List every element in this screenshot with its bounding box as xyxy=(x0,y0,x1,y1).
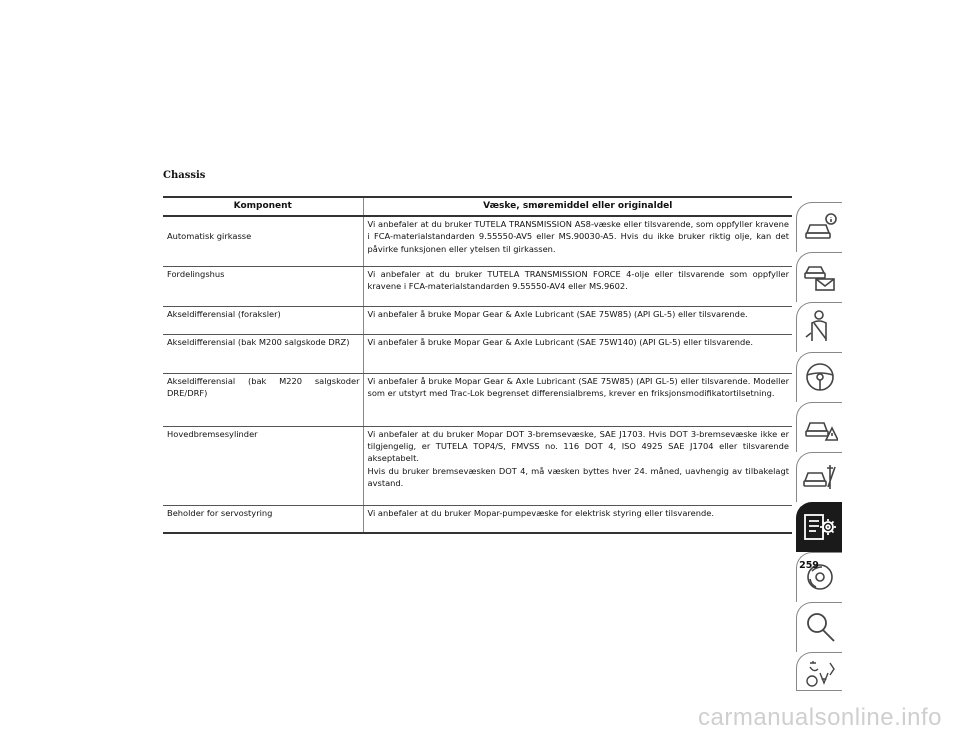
chapter-tab-languages[interactable] xyxy=(796,652,842,691)
row-description-part: Hvis du bruker bremsevæsken DOT 4, må væsken byttes hver 24. måned, uavhengig av tilbakelagt avstand. xyxy=(367,465,789,489)
table-row xyxy=(163,306,792,334)
watermark: carmanualsonline.info xyxy=(698,704,942,731)
row-description xyxy=(363,426,792,505)
fluids-table xyxy=(163,196,792,534)
car-info-icon xyxy=(802,209,838,245)
seatbelt-safety-icon xyxy=(802,309,838,345)
steering-wheel-icon xyxy=(802,359,838,395)
chapter-tab-emergency[interactable] xyxy=(796,402,842,452)
car-service-tools-icon xyxy=(802,459,838,495)
row-component: Akseldifferensial (foraksler) xyxy=(163,306,363,334)
chapter-tab-specifications[interactable] xyxy=(796,502,842,552)
chapter-tabs xyxy=(796,202,842,691)
row-component: Automatisk girkasse xyxy=(163,216,363,266)
chapter-tab-safety[interactable] xyxy=(796,302,842,352)
table-row xyxy=(163,505,792,533)
row-description: Vi anbefaler at du bruker TUTELA TRANSMISSION AS8-væske eller tilsvarende, som oppfyller kravene i FCA-materialstandarden 9.55550-AV5 eller MS.90030-A5. Hvis du ikke bruker riktig olje, kan det påvirke funksjonen eller ytelsen til girkassen. xyxy=(363,216,792,266)
row-component: Beholder for servostyring xyxy=(163,505,363,533)
table-row xyxy=(163,216,792,266)
magnifier-index-icon xyxy=(802,609,838,645)
header-component: Komponent xyxy=(163,197,363,216)
header-fluid: Væske, smøremiddel eller originaldel xyxy=(363,197,792,216)
row-component: Fordelingshus xyxy=(163,266,363,306)
table-row xyxy=(163,266,792,306)
section-title: Chassis xyxy=(163,170,206,181)
row-component: Akseldifferensial (bak M200 salgskode DRZ) xyxy=(163,334,363,373)
chapter-tab-starting-operating[interactable] xyxy=(796,352,842,402)
chapter-tab-index[interactable] xyxy=(796,602,842,652)
chapter-tab-servicing[interactable] xyxy=(796,452,842,502)
row-component: Akseldifferensial (bak M220 salgskoder DRE/DRF) xyxy=(163,373,363,426)
chapter-tab-getting-to-know[interactable] xyxy=(796,252,842,302)
specifications-gear-icon xyxy=(802,509,838,545)
row-description: Vi anbefaler å bruke Mopar Gear & Axle Lubricant (SAE 75W140) (API GL-5) eller tilsvarende. xyxy=(363,334,792,373)
table-header-row xyxy=(163,197,792,216)
table-row xyxy=(163,426,792,505)
table-row xyxy=(163,373,792,426)
row-description: Vi anbefaler å bruke Mopar Gear & Axle Lubricant (SAE 75W85) (API GL-5) eller tilsvarende. xyxy=(363,306,792,334)
row-description-part: Vi anbefaler at du bruker Mopar DOT 3-bremsevæske, SAE J1703. Hvis DOT 3-bremsevæske ikke er tilgjengelig, er TUTELA TOP4/S, FMVSS no. 116 DOT 4, ISO 4925 SAE J1704 eller tilsvarende akseptabelt. xyxy=(367,428,789,464)
table-row xyxy=(163,334,792,373)
languages-icon xyxy=(802,659,838,689)
car-warning-icon xyxy=(802,409,838,445)
row-description: Vi anbefaler å bruke Mopar Gear & Axle Lubricant (SAE 75W85) (API GL-5) eller tilsvarende. Modeller som er utstyrt med Trac-Lok begrenset differensialbrems, krever en friksjonsmodifikatortilsetning. xyxy=(363,373,792,426)
row-description: Vi anbefaler at du bruker TUTELA TRANSMISSION FORCE 4-olje eller tilsvarende som oppfyller kravene i FCA-materialstandarden 9.55550-AV4 eller MS.9602. xyxy=(363,266,792,306)
chapter-tab-introduction[interactable] xyxy=(796,202,842,252)
row-component: Hovedbremsesylinder xyxy=(163,426,363,505)
car-mail-icon xyxy=(802,259,838,295)
row-description: Vi anbefaler at du bruker Mopar-pumpevæske for elektrisk styring eller tilsvarende. xyxy=(363,505,792,533)
page-number: 259 xyxy=(799,560,819,571)
